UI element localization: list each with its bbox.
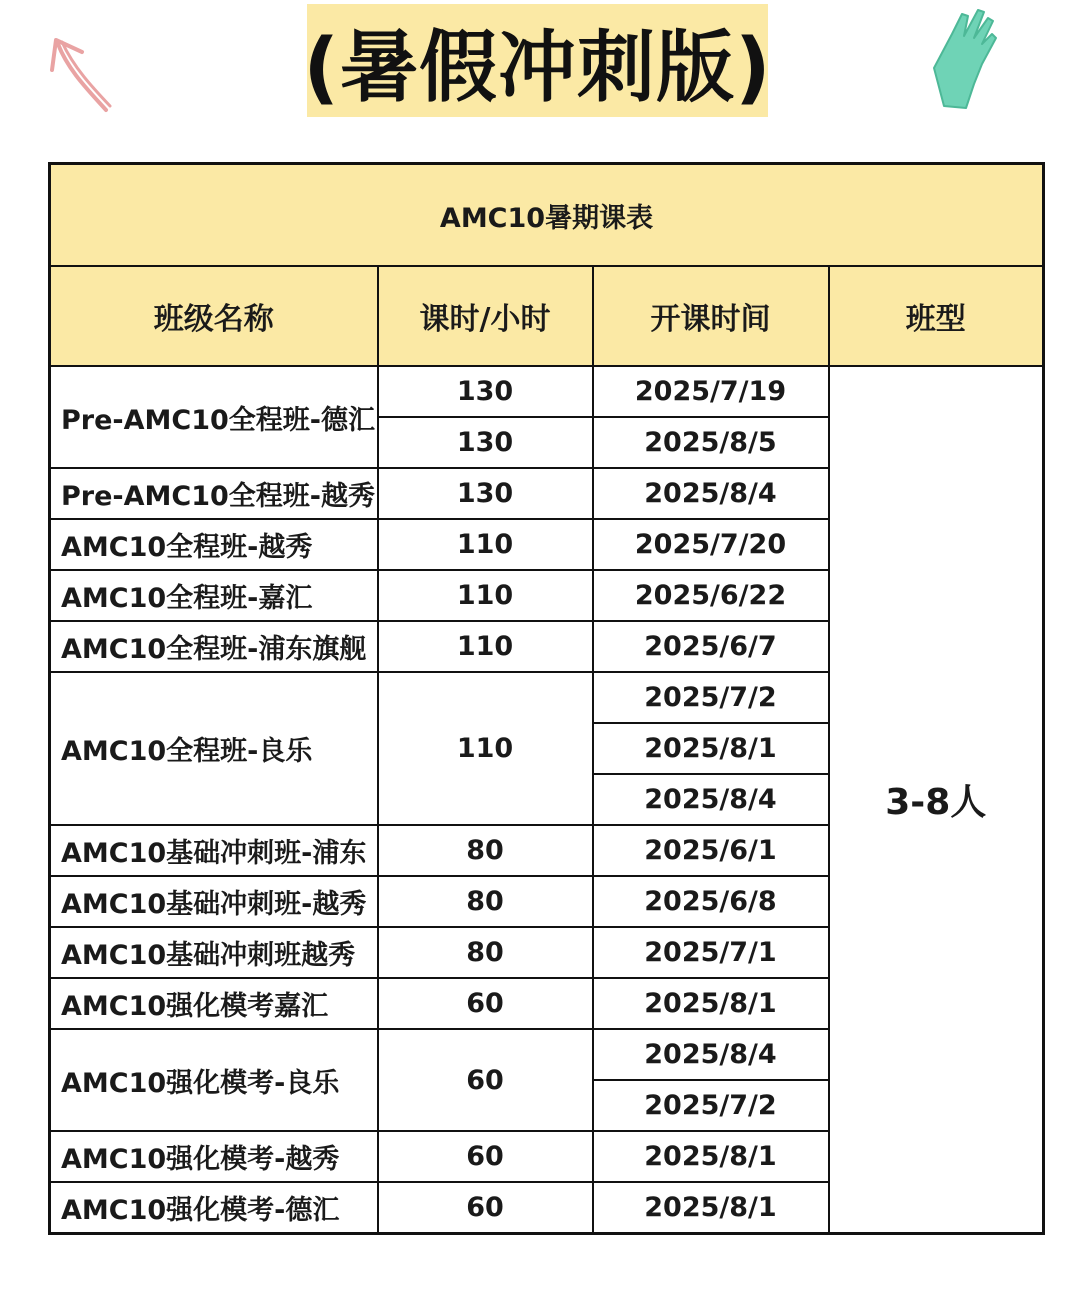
class-size: 3-8人 [829,366,1044,1234]
class-name: AMC10全程班-良乐 [50,672,378,825]
start-date: 2025/6/22 [593,570,829,621]
class-name: AMC10基础冲刺班-浦东 [50,825,378,876]
table-header-row [50,266,1044,366]
start-date: 2025/8/1 [593,978,829,1029]
start-date: 2025/7/19 [593,366,829,417]
class-name: AMC10基础冲刺班越秀 [50,927,378,978]
class-hours: 60 [378,1182,593,1234]
start-date: 2025/7/1 [593,927,829,978]
start-date: 2025/7/20 [593,519,829,570]
start-date: 2025/8/4 [593,1029,829,1080]
class-name: AMC10全程班-浦东旗舰 [50,621,378,672]
class-name: AMC10全程班-嘉汇 [50,570,378,621]
class-hours: 110 [378,570,593,621]
header-class-size: 班型 [829,266,1044,366]
page-title-banner [303,4,772,117]
class-hours: 60 [378,978,593,1029]
class-name: AMC10全程班-越秀 [50,519,378,570]
pointing-hand-icon [922,6,1002,114]
class-hours: 80 [378,876,593,927]
start-date: 2025/8/1 [593,723,829,774]
class-name: AMC10强化模考-良乐 [50,1029,378,1131]
class-name: AMC10强化模考-德汇 [50,1182,378,1234]
class-hours: 130 [378,468,593,519]
start-date: 2025/8/1 [593,1182,829,1234]
class-hours: 60 [378,1131,593,1182]
start-date: 2025/8/5 [593,417,829,468]
start-date: 2025/6/1 [593,825,829,876]
start-date: 2025/6/8 [593,876,829,927]
class-hours: 110 [378,519,593,570]
class-name: AMC10基础冲刺班-越秀 [50,876,378,927]
class-name: AMC10强化模考嘉汇 [50,978,378,1029]
table-row [50,366,1044,417]
header-class-name: 班级名称 [50,266,378,366]
class-hours: 130 [378,366,593,417]
arrow-sketch-icon [38,30,118,120]
start-date: 2025/8/4 [593,468,829,519]
class-name: AMC10强化模考-越秀 [50,1131,378,1182]
header-hours: 课时/小时 [378,266,593,366]
class-name: Pre-AMC10全程班-越秀 [50,468,378,519]
class-hours: 60 [378,1029,593,1131]
start-date: 2025/8/1 [593,1131,829,1182]
page-title: (暑假冲刺版) [303,22,772,113]
class-hours: 110 [378,621,593,672]
class-name: Pre-AMC10全程班-德汇 [50,366,378,468]
class-hours: 110 [378,672,593,825]
start-date: 2025/7/2 [593,672,829,723]
schedule-table [48,162,1045,1235]
header-start-date: 开课时间 [593,266,829,366]
class-hours: 130 [378,417,593,468]
start-date: 2025/6/7 [593,621,829,672]
start-date: 2025/8/4 [593,774,829,825]
table-title: AMC10暑期课表 [50,164,1044,267]
class-hours: 80 [378,927,593,978]
class-hours: 80 [378,825,593,876]
start-date: 2025/7/2 [593,1080,829,1131]
